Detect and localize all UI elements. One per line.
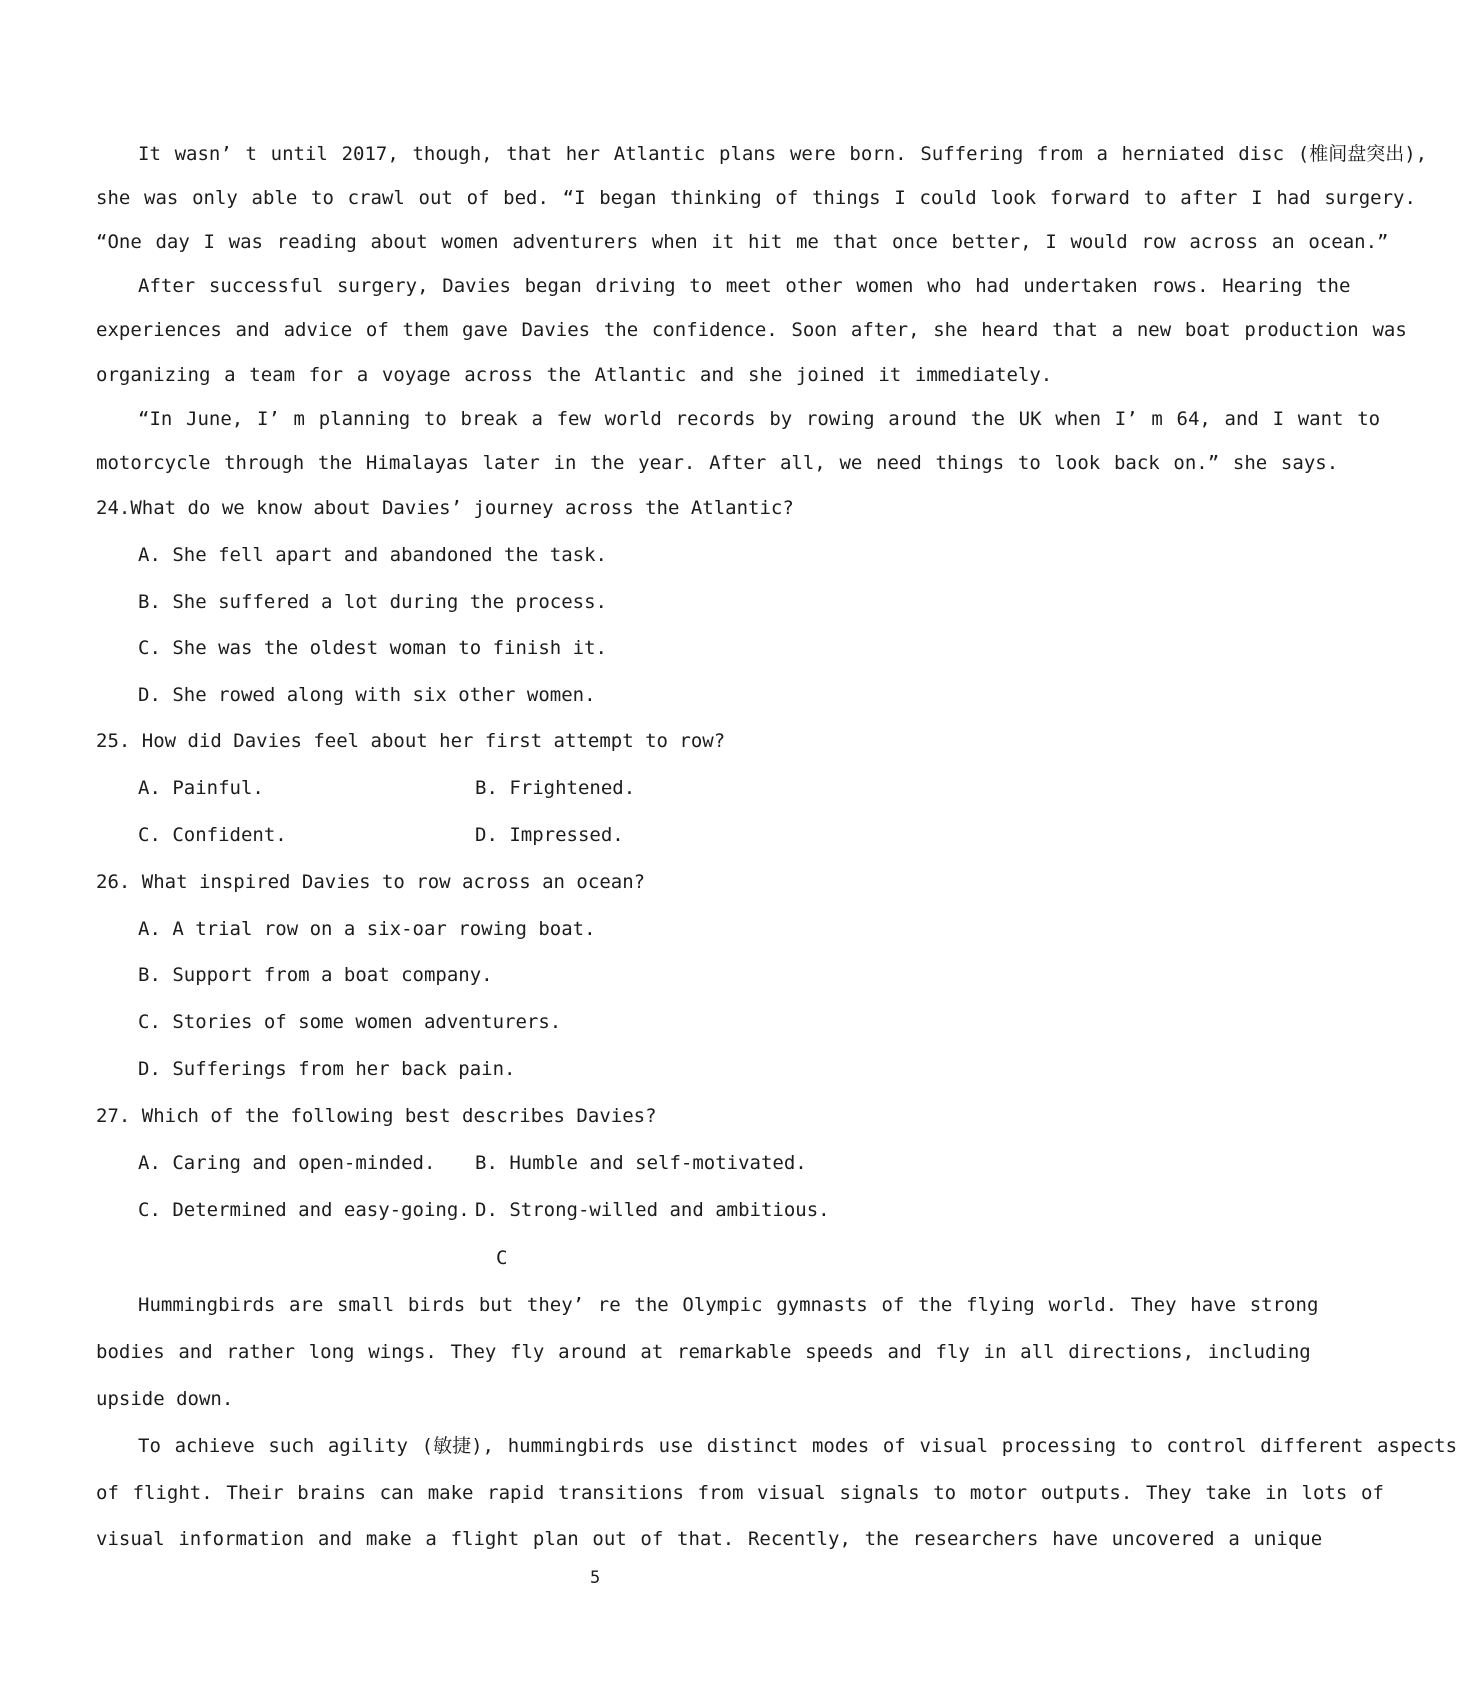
passage-text-line: visual information and make a flight plan out of that. Recently, the researchers have uncovered a unique <box>96 1528 1323 1550</box>
option-26-b: B. Support from a boat company. <box>138 964 493 986</box>
option-24-b: B. She suffered a lot during the process. <box>138 591 607 613</box>
option-24-a: A. She fell apart and abandoned the task. <box>138 544 607 566</box>
option-25-c: C. Confident. <box>138 824 287 846</box>
passage-text-line: It wasn’ t until 2017, though, that her Atlantic plans were born. Suffering from a herniated disc (椎间盘突出), <box>138 143 1428 165</box>
passage-text-line: To achieve such agility (敏捷), hummingbirds use distinct modes of visual processing to control different aspects <box>138 1435 1457 1457</box>
option-24-c: C. She was the oldest woman to finish it. <box>138 637 607 659</box>
passage-text-line: experiences and advice of them gave Davies the confidence. Soon after, she heard that a new boat production was <box>96 319 1407 341</box>
section-heading-c: C <box>496 1247 508 1269</box>
option-27-c: C. Determined and easy-going. <box>138 1199 470 1221</box>
question-stem-25: 25. How did Davies feel about her first attempt to row? <box>96 730 726 752</box>
option-24-d: D. She rowed along with six other women. <box>138 684 596 706</box>
passage-text-line: she was only able to crawl out of bed. “I began thinking of things I could look forward to after I had surgery. <box>96 187 1416 209</box>
passage-text-line: of flight. Their brains can make rapid transitions from visual signals to motor outputs. They take in lots of <box>96 1482 1384 1504</box>
option-26-d: D. Sufferings from her back pain. <box>138 1058 516 1080</box>
option-25-a: A. Painful. <box>138 777 264 799</box>
question-stem-26: 26. What inspired Davies to row across an ocean? <box>96 871 646 893</box>
passage-text-line: “One day I was reading about women adventurers when it hit me that once better, I would row across an ocean.” <box>96 231 1389 253</box>
passage-text-line: upside down. <box>96 1388 234 1410</box>
passage-text-line: motorcycle through the Himalayas later in the year. After all, we need things to look back on.” she says. <box>96 452 1339 474</box>
option-27-a: A. Caring and open-minded. <box>138 1152 436 1174</box>
passage-text-line: bodies and rather long wings. They fly around at remarkable speeds and fly in all directions, including <box>96 1341 1311 1363</box>
page-number: 5 <box>590 1568 601 1588</box>
question-stem-24: 24.What do we know about Davies’ journey across the Atlantic? <box>96 497 794 519</box>
question-stem-27: 27. Which of the following best describes Davies? <box>96 1105 657 1127</box>
option-25-b: B. Frightened. <box>475 777 636 799</box>
option-25-d: D. Impressed. <box>475 824 624 846</box>
option-26-a: A. A trial row on a six-oar rowing boat. <box>138 918 596 940</box>
option-27-b: B. Humble and self-motivated. <box>475 1152 807 1174</box>
option-26-c: C. Stories of some women adventurers. <box>138 1011 562 1033</box>
passage-text-line: “In June, I’ m planning to break a few world records by rowing around the UK when I’ m 64, and I want to <box>138 408 1381 430</box>
option-27-d: D. Strong-willed and ambitious. <box>475 1199 830 1221</box>
passage-text-line: After successful surgery, Davies began driving to meet other women who had undertaken rows. Hearing the <box>138 275 1351 297</box>
passage-text-line: Hummingbirds are small birds but they’ re the Olympic gymnasts of the flying world. They have strong <box>138 1294 1319 1316</box>
passage-text-line: organizing a team for a voyage across the Atlantic and she joined it immediately. <box>96 364 1053 386</box>
